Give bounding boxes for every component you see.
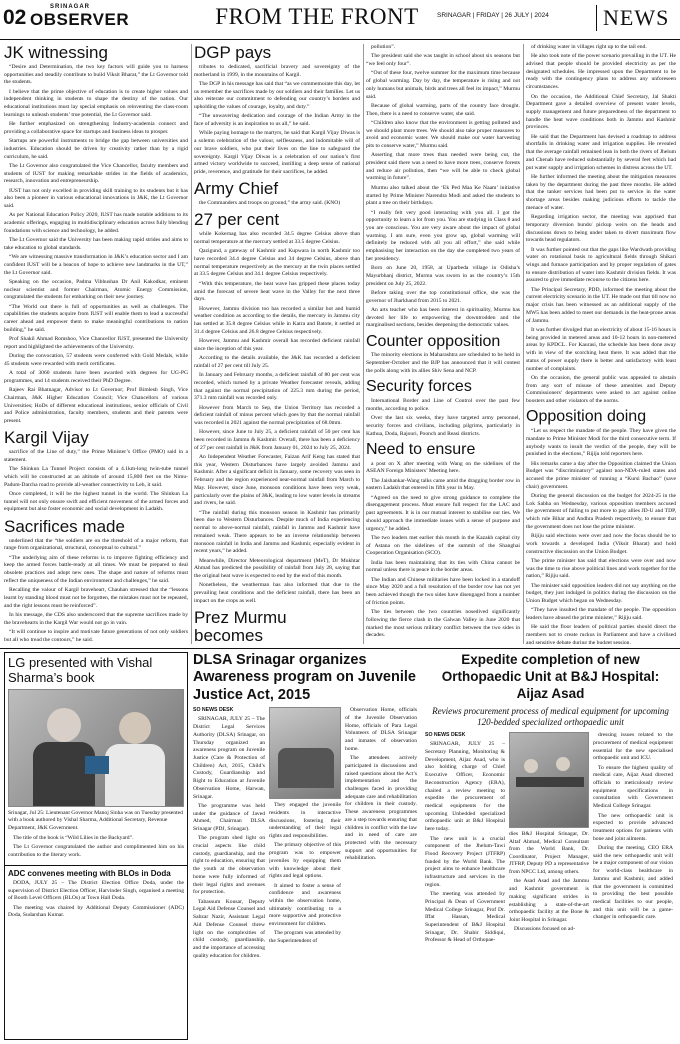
paragraph: underlined that the “the soldiers are on the threshold of a major reform, that range from organizational, structural, conceptual to cultural.”	[4, 537, 188, 552]
ortho-col-2	[509, 732, 589, 947]
person-head-icon	[47, 708, 81, 742]
prez-headline: Prez Murmu becomes	[194, 608, 287, 644]
paragraph: “Children also know that the environment is getting polluted and we should plant more trees. We should also take proper measures to avoid and economic water. We should make our water harvesting pits to conserve water,” Murmu said.	[366, 119, 520, 149]
paragraph: Born on June 20, 1958, at Uparbeda village in Odisha’s Mayurbhanj district, Murmu was sworn in as the country’s 15th president on July 25, 2022.	[366, 265, 520, 287]
paragraph: The DGP in his message has said that “as we commemorate this day, let us remember the sacrifices made by our soldiers and their families. Let us also reiterate our commitment to defending our country’s borders and upholding the values of courage, loyalty, and duty.”	[194, 80, 360, 111]
jk-headline: JK witnessing	[4, 44, 108, 62]
lg-caption: Srinagar, Jul 25: Lieutenant Governor Manoj Sinha was on Tuesday presented with a book authored by Vishal Sharma, Additional Secretary, Revenue Department, J&K Government.	[8, 809, 183, 831]
temp-article-body	[194, 231, 360, 607]
lg-article-body	[8, 835, 184, 861]
paragraph: SRINAGAR, JULY 25 – Secretary Planning, Monitoring & Development, Aijaz Asad, who is also holding charge of Chief Executive Officer, Economic Reconstruction Agency (ERA), chaired a review meeting to expedite the procurement of medical equipments for the upcoming Unbedded specialized orthopaedic unit at B&J Hospital here today.	[425, 741, 505, 833]
jk-article-body	[4, 64, 188, 428]
needens-article-body	[366, 461, 520, 642]
pollution-article-body	[366, 44, 520, 332]
column-rule	[191, 44, 192, 644]
paragraph: Tabassum Kousar, Deputy Legal Aid Defense Counsel and Sabzar Nazir, Assistant Legal Aid Defense Counsel threw light on the complexities of child custody, guardianship, and the importance of accessing quality education for children.	[193, 898, 265, 959]
paragraph: “Agreed on the need to give strong guidance to complete the disengagement process. Must ensure full respect for the LAC and past agreements. It is in our mutual interest to stabilise our ties. We should approach the immediate issues with a sense of purpose and urgency,” he added.	[366, 494, 520, 532]
paragraph: The title of the book is “Wild Lilies in the Backyard”.	[13, 834, 134, 841]
paragraph: The primary objective of this program was to empower juveniles by equipping them with knowledge about their rights and legal options.	[269, 842, 341, 880]
paragraph: The meeting was attended by Principal & Dean of Government Medical College Srinagar, Prof Dr. Iffat Hassan, Medical Superintendent of B&J Hospital Srinagar, Dr. Shabir Siddiqui, Professor & Head of Orthopae-	[425, 891, 505, 944]
section-divider	[0, 648, 680, 649]
kargil-article-body	[4, 449, 188, 516]
opposition-headline: Opposition doing	[526, 408, 647, 426]
paragraph: “With this temperature, the heat wave has gripped these places today amid the forecast of severe heat wave in the Valley for the next three days.	[194, 280, 360, 303]
drinking-article-body	[526, 44, 676, 407]
paragraph: The Lt Governor also congratulated the Vice Chancellor, faculty members and students of IUST for making remarkable strides in the fields of academics, research, innovation and entrepreneurship.	[4, 162, 188, 185]
paragraph: The Shinkun La Tunnel Project consists of a 4.1km-long twin-tube tunnel which will be constructed at an altitude of around 15,800 feet on the Nimu-Padum-Darcha road to provide all-weather connectivity to Leh, it said.	[4, 466, 188, 488]
paragraph: “Let us respect the mandate of the people. They have given the mandate to Prime Minister Modi for the third consecutive term. If anybody wants to insult the verdict of the people, they will be punished in the elections,” Rijiju told reporters here.	[526, 428, 676, 458]
paragraph: Discussions focused on ad-	[514, 926, 576, 933]
paragraph: sacrifice of the Line of duty,” the Prime Minister’s Office (PMO) said in a statement.	[4, 449, 188, 463]
paragraph: Qazigund, a gateway of Kashmir and Kupwara in north Kashmir too have recorded 34.4 degree Celsius and 34 degree Celsius, above than normal temperature respectively as the mercury at the twin places settled at 33.5 degree Celsius and 34.1 degree Celsius respectively.	[194, 248, 360, 278]
paragraph: pollution”.	[371, 44, 396, 50]
security-article-body	[366, 398, 520, 440]
meeting-table-icon	[516, 777, 584, 787]
paragraph: However, since June to July 25, a deficient rainfall of 50 per cent has been recorded in Jammu & Kashmir. Overall, there has been a deficiency of 27 per cent rainfall in J&K from January 01, 2024 to July 25, 2024.	[194, 429, 360, 451]
paragraph: The Principal Secretary, PDD, informed the meeting about the current electricity scenario in the UT. He made out that till now no major crisis has been witnessed as an additional supply of the MW5 has been added to meet our demands in the heat-prone areas of Jammu.	[526, 286, 676, 324]
paragraph: The attendees actively participated in discussions and raised questions about the Act’s implementation and the challenges faced in providing adequate care and rehabilitation for children in their custody. These awareness programmes are a step towards ensuring that children in conflict with the law and in need of care are protected with the necessary support and opportunities for rehabilitation.	[345, 755, 417, 862]
dlsa-col-1	[193, 707, 265, 962]
dlsa-col-2	[269, 707, 341, 962]
kargil-headline: Kargil Vijay	[4, 428, 89, 448]
paragraph: Recalling the valour of Kargil braveheart, Chauhan stressed that the “lessons learnt by standing blood must not be forgotten, the mistakes must not be repeated, and the right lessons must be reinforced”.	[4, 587, 188, 609]
paragraph: Meanwhile, Director Meteorological department (MeT), Dr Mukhtar Ahmad has predicted the possibility of rainfall from July 28, saying that the original heat wave is expected to end by the end of this month.	[194, 557, 360, 579]
temp-headline: 27 per cent	[194, 210, 280, 230]
paragraph: In his message, the CDS also underscored that the supreme sacrifices made by the bravehearts in the Kargil War would not go in vain.	[4, 611, 188, 626]
person-head-icon	[556, 757, 570, 771]
paragraph: During the meeting, CEO ERA said the new orthopaedic unit will be a major component of our vision for world-class healthcare in Jammu and Kashmir, and added that the government is committed to providing the best possible medical facilities to our people, and this unit will be a game-changer in orthopaedic care.	[593, 844, 673, 921]
adc-article-body	[8, 880, 184, 922]
brand-logo	[30, 4, 130, 30]
paragraph: However, Jammu division too has recorded a similar hot and humid weather condition as according to the details, the mercury in Jammu city has settled at 35.8 degree Celsius while in Katra and Batote, it settled at 31.4 degree Celsius and 26.8 degree Celsius respectively.	[194, 305, 360, 335]
paragraph: On the occasion, the Additional Chief Secretary, Jal Shakti Department gave a detailed overview of present water levels, supply management and future preparedness of the department to handle the heat wave conditions both in Jammu and Kashmir provinces.	[526, 93, 676, 131]
paragraph: Because of global warming, parts of the country face drought. Then, there is a need to conserve water, she said.	[366, 102, 520, 117]
paragraph: Regarding irrigation sector, the meeting was apprised that temporary diversion bunds/ pickup weirs on the heads and discussions down to being under taken to divert maximum flow towards head regulators.	[526, 214, 676, 244]
paragraph: While paying homage to the martyrs, he said that Kargil Vijay Diwas is a solemn celebration of the valour, selflessness, and indomitable will of our brave soldiers, who put their lives on the line to safeguard the sovereignty. Kargil Vijay Diwas is a celebration of our nation’s first armed victory worldwide to succeed, instilling a deep sense of national pride, reverence, and gratitude for their sacrifices, he added.	[194, 130, 360, 175]
paragraph: “The underlying aim of these reforms is to improve fighting efficiency and keep the armed forces battle-ready at all times. We must be prepared to deal obsolete practices and adopt new ones. The shape and nature of reforms must reflect the uniqueness of the Indian environment and challenges,” he said.	[4, 554, 188, 584]
page-number: 02	[3, 6, 27, 29]
sacrifices-headline: Sacrifices made	[4, 516, 125, 536]
counter-article-body	[366, 352, 520, 377]
paragraph: of drinking water in villages right up to the tail end.	[531, 44, 647, 50]
section-title: FROM THE FRONT	[215, 4, 419, 29]
paragraph: International Border and Line of Control over the past few months, according to police.	[366, 398, 520, 412]
lg-photo	[8, 689, 184, 807]
paragraph: The program was attended by the Superintendent of	[269, 930, 341, 945]
paragraph: “Desire and Determination, the two key factors will guide you to harness opportunities and steadily contribute to build Viksit Bharat,” the Lt Governor told the students.	[4, 63, 188, 86]
person-body-icon	[33, 742, 95, 807]
paragraph: Observation Home, officials of the Juvenile Observation Home, officials of Para Legal Volunteers of DLSA Srinagar and inmates of observation home.	[345, 707, 417, 752]
dgp-article-body	[194, 64, 360, 178]
paragraph: Once completed, it will be the highest tunnel in the world. The Shinkun La tunnel will not only ensure swift and efficient movement of the armed forces and equipment but also foster economic and social development in Ladakh.	[4, 491, 188, 513]
paragraph: Over the last six weeks, they have targeted army personnel, security forces and civilians, including pilgrims, particularly in Kathua, Doda, Rajouri, Poonch and Reasi districts.	[366, 415, 520, 437]
paragraph: To ensure the highest quality of medical care, Aijaz Asad directed officials to meticulously review equipment specifications in consultation with Government Medical College Srinagar.	[593, 764, 673, 810]
paragraph: The Lt Governor congratulated the author and complimented him on his contribution to the literary work.	[8, 843, 184, 858]
ortho-article	[425, 652, 676, 1040]
counter-headline: Counter opposition	[366, 332, 501, 350]
paragraph: An arts teacher who has been interest in spirituality, Murmu has devoted her life to empowering the downtrodden and the marginalised sections, besides deepening the democratic values.	[366, 306, 520, 329]
army-headline: Army Chief	[194, 179, 279, 199]
paragraph: According to the details available, the J&K has recorded a deficient rainfall of 27 per cent till July 25.	[194, 355, 360, 369]
paragraph: It was further divulged that an electricity of about 15-16 hours is being provided in metered areas and 10-12 hours in non-metered areas by KPDCL. For Kaurasi, the schedule has been done away with in view of the scorching heat there. It was added that the status of power supply there is better and satisfactory with least number of complaints.	[526, 326, 676, 372]
paragraph: The prime minister has said that elections were over and now was the time to rise above political lines and work together for the nation,” Rijiju said.	[526, 557, 676, 580]
paragraph: He said that the Department has devised a roadmap to address shortfalls in drinking water and irrigation supplies. He revealed that the average rainfall remained lean in both the rivers of Jhelum and Chenab have reduced substantially by several feet which had put water supply and irrigation schemes in distress across the UT.	[526, 133, 676, 171]
column-4	[526, 44, 676, 644]
column-2	[194, 44, 360, 644]
column-1	[4, 44, 188, 644]
column-rule	[363, 44, 364, 644]
paragraph: He said the floor leaders of political parties should direct the members not to create ruckus in Parliament and have a civilised and sensitive debate during the budget session.	[526, 624, 676, 644]
paragraph: “They have insulted the mandate of the people. The opposition leaders have abused the prime minister,” Rijiju said.	[526, 607, 676, 622]
person-head-icon	[119, 712, 151, 744]
paragraph: As per National Education Policy 2020, IUST has made notable additions to its academic offerings, engaging in multidisciplinary education across fully blending foundations with science and technology, he added.	[4, 212, 188, 234]
dateline: SRINAGAR | FRIDAY | 26 JULY | 2024	[437, 12, 549, 19]
paragraph: The minority elections in Maharashtra are scheduled to be held in September-October and the BJP has announced that it will contest the polls along with its allies Shiv Sena and NCP.	[366, 352, 520, 374]
person-body-icon	[105, 744, 165, 807]
paragraph: An Independent Weather Forecaster, Faizan Arif Keng has stated that this year, Western Disturbances have largely avoided Jammu and Kashmir. After a significant deficit in January, some recovery was seen in February and the region experienced near-normal rainfall from March to May. However, since June, monsoon conditions have been very weak, particularly over the plains of J&K, leading to low water levels in streams and rivers, he said.	[194, 454, 360, 507]
paragraph: Rajeev Rai Bhatnagar, Advisor to Lt Governor; Prof Bimlesh Singh, Vice Chairman, J&K Higher Education Council; Vice Chancellors of various Universities; HoDs of different educational institutions, senior officials of Civil and Police administration, faculty members, students and their parents were present.	[4, 387, 188, 425]
section-label: NEWS	[596, 5, 669, 31]
paragraph: Rijiju said elections were over and now the focus should be to work towards a developed India (Viksit Bharat) and hold constructive discussion on the Union Budget.	[526, 533, 676, 555]
opposition-article-body	[526, 428, 676, 644]
brand-name: OBSERVER	[30, 10, 130, 29]
paragraph: Asserting that more trees than needed were being cut, the president said there was a need to have more trees, conserve forests and reduce air pollution, then “we will be able to check global warming in future”.	[366, 152, 520, 182]
paragraph: The program shed light on crucial aspects like child custody, guardianship, and the right to education, ensuring that the youth at the observation home were fully informed of their legal rights and avenues for protection.	[193, 835, 265, 896]
lg-book-box	[4, 652, 188, 1040]
paragraph: It was further pointed out that the gaps like Wardwath providing water on rotational basis to agricultural fields through Shikari wings and furnace participation and by proper regulation of gates to ensure distribution of water into Kashmir division fields. It was assured to give immediate recourse to the citizens here.	[526, 246, 676, 284]
paragraph: DODA, JULY 25 – The District Election Office Doda, under the supervision of District Election Officer, Harvinder Singh, organised a meeting of Booth Level Officers (BLOs) at Town Hall Doda.	[8, 879, 184, 902]
lg-headline: LG presented with Vishal Sharma’s book	[8, 655, 153, 685]
paragraph: The Indian and Chinese militaries have been locked in a standoff since May 2020 and a full resolution of the border row has not yet been achieved though the two sides have disengaged from a number of friction points.	[366, 576, 520, 606]
paragraph: “The rainfall during this monsoon season in Kashmir has primarily been due to Western Disturbances. Despite much of India experiencing normal to above-normal rainfall, rainfall in Jammu and Kashmir have remained weak. There appears to be an inverse relationship between monsoon rainfall in India and Jammu and Kashmir, especially evident in recent years,” he added.	[194, 509, 360, 555]
ortho-col-1	[425, 732, 505, 947]
needens-headline: Need to ensure	[366, 440, 476, 458]
paragraph: In January and February months, a deficient rainfall of 80 per cent was recorded, which turned by a private Weather forecaster reveals, adding that against the normal precipitation of 225.3 mm during the period, 371.3 mm rainfall was recorded only.	[194, 372, 360, 402]
paragraph: “We are witnessing massive transformation in J&K’s education sector and I am confident IUST will be a beacon of hope to achieve new landmarks in the UT,” the Lt Governor said.	[4, 254, 188, 276]
paragraph: On the occasion, the general public was appealed to abstain from any sort of misuse of these amenities and Deputy Commissioners’ departments were asked to act against online boosters and other violators of the norms.	[526, 374, 676, 404]
paragraph: Murmu also talked about the ‘Ek Ped Maa Ke Naam’ initiative started by Prime Minister Narendra Modi and asked the students to plant a tree on their birthdays.	[366, 184, 520, 207]
people-group-icon	[278, 748, 334, 788]
ortho-photo-caption: dies B&J Hospital Srinagar, Dr. Altaf Ahmad, Medical Consultant from the World Bank, Dr. Coordinator, Project Manager, JTFRP, Deputy PD a representative from NPCC Ltd, among others.	[509, 831, 589, 875]
paragraph: while Kokernag has also recorded 34.5 degree Celsius above than normal temperature at the mercury settled at 33.5 degree Celsius.	[194, 231, 360, 245]
paragraph: Prof Shakil Ahmad Romshoo, Vice Chancellor IUST, presented the University report and highlighted the achievements of the University.	[4, 336, 188, 350]
paragraph: It aimed to foster a sense of confidence and awareness within the observation home, ultimately contributing to a more supportive and protective environment for children.	[269, 882, 341, 928]
paragraph: The Lt Governor said the University has been making rapid strides and aims to take education to global standards.	[4, 237, 188, 251]
paragraph: “Out of these four, twelve summer for the maximum time because of global warming. Day by day, the temperature is rising and not only humans but animals, birds and trees all feel its impact,” Murmu said.	[366, 70, 520, 100]
dlsa-col-3	[345, 707, 417, 962]
paragraph: “It will continue to inspire and motivate future generations of not only soldiers but all who tread the contours,” he said.	[4, 628, 188, 643]
paragraph: dressing issues related to the procurement of medical equipment essential for the new specialised orthopaedic unit and ICU.	[593, 732, 673, 762]
paragraph: However, Jammu and Kashmir overall has recorded deficient rainfall since the inception of this year.	[194, 338, 360, 352]
paragraph: “I really felt very good interacting with you all. I got the opportunity to learn a lot from you. You are studying in Class 8 and you are conscious. You are very aware about the impact of global warming. I am sure, even you grow up, global warming will definitely be reduced with all you all effort,” she said while emphasising her interaction on the day she completed two years of her presidency.	[366, 209, 520, 262]
column-rule	[523, 44, 524, 644]
column-3	[366, 44, 520, 644]
paragraph: The ties between the two countries nosedived significantly following the fierce clash in the Galwan Valley in June 2020 that marked the most serious military conflict between the two sides in decades.	[366, 609, 520, 639]
paragraph: The meeting was chaired by Additional Deputy Commissioner (ADC) Doda, Sudarshan Kumar.	[8, 904, 184, 919]
paragraph: I believe that the prime objective of education is to create higher values and independent thinking in students to shape the destiny of the nation. Our educational institutions must lay special emphasis on reinventing the class-room learnings to unleash students’ true potential, the Lt Governor said.	[4, 88, 188, 118]
paragraph: During the general discussion on the budget for 2024-25 in the Lok Sabha on Wednesday, various opposition members accused the government of failing to put more to pay allies JD-U and TDP, which rule Bihar and Andhra Pradesh respectively, to ensure that the government does not lose the prime minister.	[526, 493, 676, 530]
book-icon	[85, 756, 109, 774]
paragraph: The programme was held under the guidance of Javed Ahmed, Chairman DLSA Srinagar (PDJ, Srinagar).	[193, 802, 265, 832]
dlsa-photo	[269, 707, 341, 799]
dlsa-headline: DLSA Srinagar organizes Awareness program on Juvenile Justice Act, 2015	[193, 652, 416, 703]
paragraph: a post on X after meeting with Wang on the sidelines of the ASEAN Foreign Ministers’ Meeting here.	[366, 460, 520, 475]
dlsa-article	[193, 652, 421, 1040]
security-headline: Security forces	[366, 378, 472, 396]
paragraph: tributes to dedicated, sacrificial bravery and sovereignty of the motherland in 1999, in the mountains of Kargil.	[194, 63, 360, 78]
paragraph: The Jaishankar-Wang talks came amid the dragging border row in eastern Ladakh that entered its fifth year in May.	[366, 477, 520, 492]
paragraph: During the convocation, 57 students were conferred with Gold Medals, while 45 students were rewarded with merit certificates.	[4, 353, 188, 367]
paragraph: However from March to Sep, the Union Territory has recorded a deficient rainfall of minus percent which goes by that the normal rainfall was recorded in 2021 against the normal precipitation of 68.0mm.	[194, 404, 360, 426]
paragraph: “The World out there is full of opportunities as well as challenges. The capabilities the students acquire from IUST will enable them to lead a successful career ahead and empower them to make meaningful contributions to nation building,” he said.	[4, 303, 188, 333]
dlsa-credit: SO NEWS DESK	[193, 707, 234, 714]
paragraph: The minister said opposition leaders did not say anything on the budget, they just indulged in politics during the discussion on the Union Budget which began on Wednesday.	[526, 582, 676, 605]
paragraph: He further informed the meeting about the mitigation measures taken by the department during the past three months. He added that the tanker services had been put to service in the water shortage areas besides making judicious efforts to tackle the menace of water.	[526, 173, 676, 211]
paragraph: India has been maintaining that its ties with China cannot be normal unless there is peace in the border areas.	[366, 559, 520, 574]
ortho-subhead: Reviews procurement process of medical equipment for upcoming 120-bedded specialized orthopaedic unit	[432, 705, 669, 727]
paragraph: Before taking over the top constitutional office, she was the governor of Jharkhand from 2015 to 2021.	[366, 289, 520, 304]
paragraph: Speaking on the occasion, Padma Vibhushan Dr Anil Kakodkar, eminent nuclear scientist and former Chairman, Atomic Energy Commission, congratulated the students for embarking on their new journey.	[4, 278, 188, 301]
paragraph: “The unwavering dedication and courage of the Indian Army in the face of adversity is an inspiration to us all,” he said.	[194, 113, 360, 128]
paragraph: The two leaders met earlier this month in the Kazakh capital city of Astana on the sidelines of the summit of the Shanghai Cooperation Organisation (SCO).	[366, 534, 520, 557]
ortho-headline: Expedite completion of new Orthopaedic Unit at B&J Hospital: Aijaz Asad	[441, 652, 660, 701]
paragraph: the Asad Asad and the Jammu and Kashmir government is making significant strides in establishing a state-of-the-art orthopaedic facility at the Bone & Joint Hospital in Srinagar.	[509, 878, 589, 923]
paragraph: His remarks came a day after the Opposition claimed the Union Budget was “discriminatory” against non-NDA-ruled states and accused the prime minister of running a “Kursi Bachao” (save chair) government.	[526, 460, 676, 490]
paragraph: He also took note of the power scenario prevailing in the UT. He advised that people should be provided electricity as per the designated schedules. He impressed upon the Department to be ready with the contingency plans to address any unforeseen circumstances.	[526, 53, 676, 91]
paragraph: SRINAGAR, JULY 25 – The District Legal Services Authority (DLSA) Srinagar, on Thursday organized an awareness program on Juvenile Justice (Care & Protection of Children) Act, 2015, Child’s Custody, Guardianship and Right to Education at Juvenile Observation Home, Harwan, Srinagar.	[193, 716, 265, 800]
ortho-credit: SO NEWS DESK	[425, 732, 466, 739]
paragraph: The new orthopaedic unit is expected to provide advanced treatment options for patients with bone and joint ailments.	[593, 812, 673, 842]
paragraph: The new unit is a crucial component of the Jhelum-Tawi Flood Recovery Project (JTFRP) funded by the World Bank. The project aims to enhance healthcare infrastructure and services in the region.	[425, 835, 505, 888]
army-article-body: the Commanders and troops on ground,” the army said. (KNO)	[199, 200, 341, 207]
ortho-photo	[509, 732, 589, 828]
masthead	[0, 0, 680, 40]
ortho-col-3	[593, 732, 673, 947]
paragraph: IUST has not only excelled in providing skill training to its students but it has also been a pioneer in various educational innovations in J&K, the Lt Governor said.	[4, 187, 188, 210]
sacrifices-article-body	[4, 538, 188, 644]
brand-small: SRINAGAR	[49, 4, 90, 10]
paragraph: He further emphasized on strengthening Industry-academia connect and providing a collaborative space for startups and business ideas to prosper.	[4, 121, 188, 135]
person-head-icon	[524, 759, 538, 773]
adc-headline: ADC convenes meeting with BLOs in Doda	[8, 868, 171, 878]
paragraph: Startups are powerful instruments to bridge the gap between universities and industries. Education should be driven by creativity rather than by a rigid curriculum, he said.	[4, 138, 188, 160]
paragraph: A total of 3060 students have been awarded with degrees for UG-PG programmes, and 14 students received their PhD Degree.	[4, 370, 188, 384]
paragraph: The president said she was taught in school about six seasons but “we feel only four”.	[366, 53, 520, 68]
paragraph: They engaged the juvenile residents in interactive discussions, fostering their understanding of their legal rights and responsibilities.	[269, 802, 341, 840]
paragraph: Nonetheless, the weatherman has also informed that due to the prevailing heat conditions and the deficient rainfall, there has been an impact on the crops as well.	[194, 582, 360, 604]
dgp-headline: DGP pays	[194, 44, 272, 62]
